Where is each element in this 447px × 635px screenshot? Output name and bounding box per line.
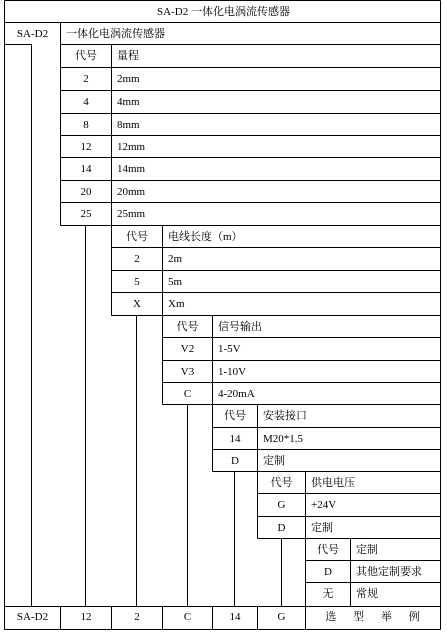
custom-code: D — [324, 566, 332, 578]
range-code: 2 — [83, 73, 89, 85]
example-range: 12 — [80, 611, 92, 623]
power-code: G — [277, 499, 286, 511]
range-code: 8 — [83, 119, 89, 131]
custom-value: 其他定制要求 — [356, 566, 422, 578]
cable-code: X — [133, 298, 141, 310]
model-code: SA-D2 — [16, 28, 49, 40]
custom-name-header: 定制 — [356, 544, 378, 556]
cable-value: Xm — [168, 298, 185, 310]
power-code-header: 代号 — [270, 477, 293, 489]
cable-code: 2 — [134, 253, 140, 265]
example-mount: 14 — [229, 611, 241, 623]
mount-code: 14 — [229, 433, 241, 445]
mount-value: 定制 — [263, 455, 285, 467]
range-value: 25mm — [117, 208, 146, 220]
custom-code-header: 代号 — [317, 544, 339, 556]
signal-code: C — [183, 388, 192, 400]
table-title: SA-D2 一体化电涡流传感器 — [157, 6, 290, 18]
range-code: 12 — [80, 141, 92, 153]
range-value: 20mm — [117, 186, 146, 198]
signal-code: V3 — [180, 366, 195, 378]
range-code: 25 — [80, 208, 92, 220]
cable-value: 5m — [168, 276, 183, 288]
example-signal: C — [183, 611, 192, 623]
signal-name-header: 信号输出 — [218, 321, 262, 333]
power-name-header: 供电电压 — [311, 477, 355, 489]
power-value: 定制 — [311, 522, 333, 534]
cable-value: 2m — [168, 253, 183, 265]
cable-code: 5 — [134, 276, 140, 288]
range-value: 4mm — [117, 96, 140, 108]
example-cable: 2 — [134, 611, 140, 623]
range-code: 4 — [83, 96, 89, 108]
custom-code: 无 — [322, 588, 334, 600]
range-code: 14 — [80, 163, 92, 175]
signal-value: 1-5V — [218, 343, 241, 355]
model-name: 一体化电涡流传感器 — [66, 28, 165, 40]
signal-code-header: 代号 — [176, 321, 199, 333]
mount-name-header: 安装接口 — [263, 410, 307, 422]
signal-value: 4-20mA — [218, 388, 255, 400]
range-value: 12mm — [117, 141, 146, 153]
range-value: 14mm — [117, 163, 146, 175]
range-value: 2mm — [117, 73, 140, 85]
cable-code-header: 代号 — [126, 231, 148, 243]
range-value: 8mm — [117, 119, 140, 131]
mount-code-header: 代号 — [224, 410, 246, 422]
signal-value: 1-10V — [218, 366, 247, 378]
cable-name-header: 电线长度（m） — [168, 231, 243, 243]
range-name-header: 量程 — [117, 50, 139, 62]
power-value: +24V — [311, 499, 337, 511]
example-label: 选 型 举 例 — [325, 611, 420, 623]
mount-value: M20*1.5 — [263, 433, 304, 445]
mount-code: D — [231, 455, 239, 467]
signal-code: V2 — [180, 343, 195, 355]
range-code: 20 — [80, 186, 92, 198]
example-model: SA-D2 — [16, 611, 49, 623]
example-power: G — [277, 611, 286, 623]
power-code: D — [277, 522, 286, 534]
custom-value: 常规 — [356, 588, 378, 600]
range-code-header: 代号 — [75, 50, 97, 62]
